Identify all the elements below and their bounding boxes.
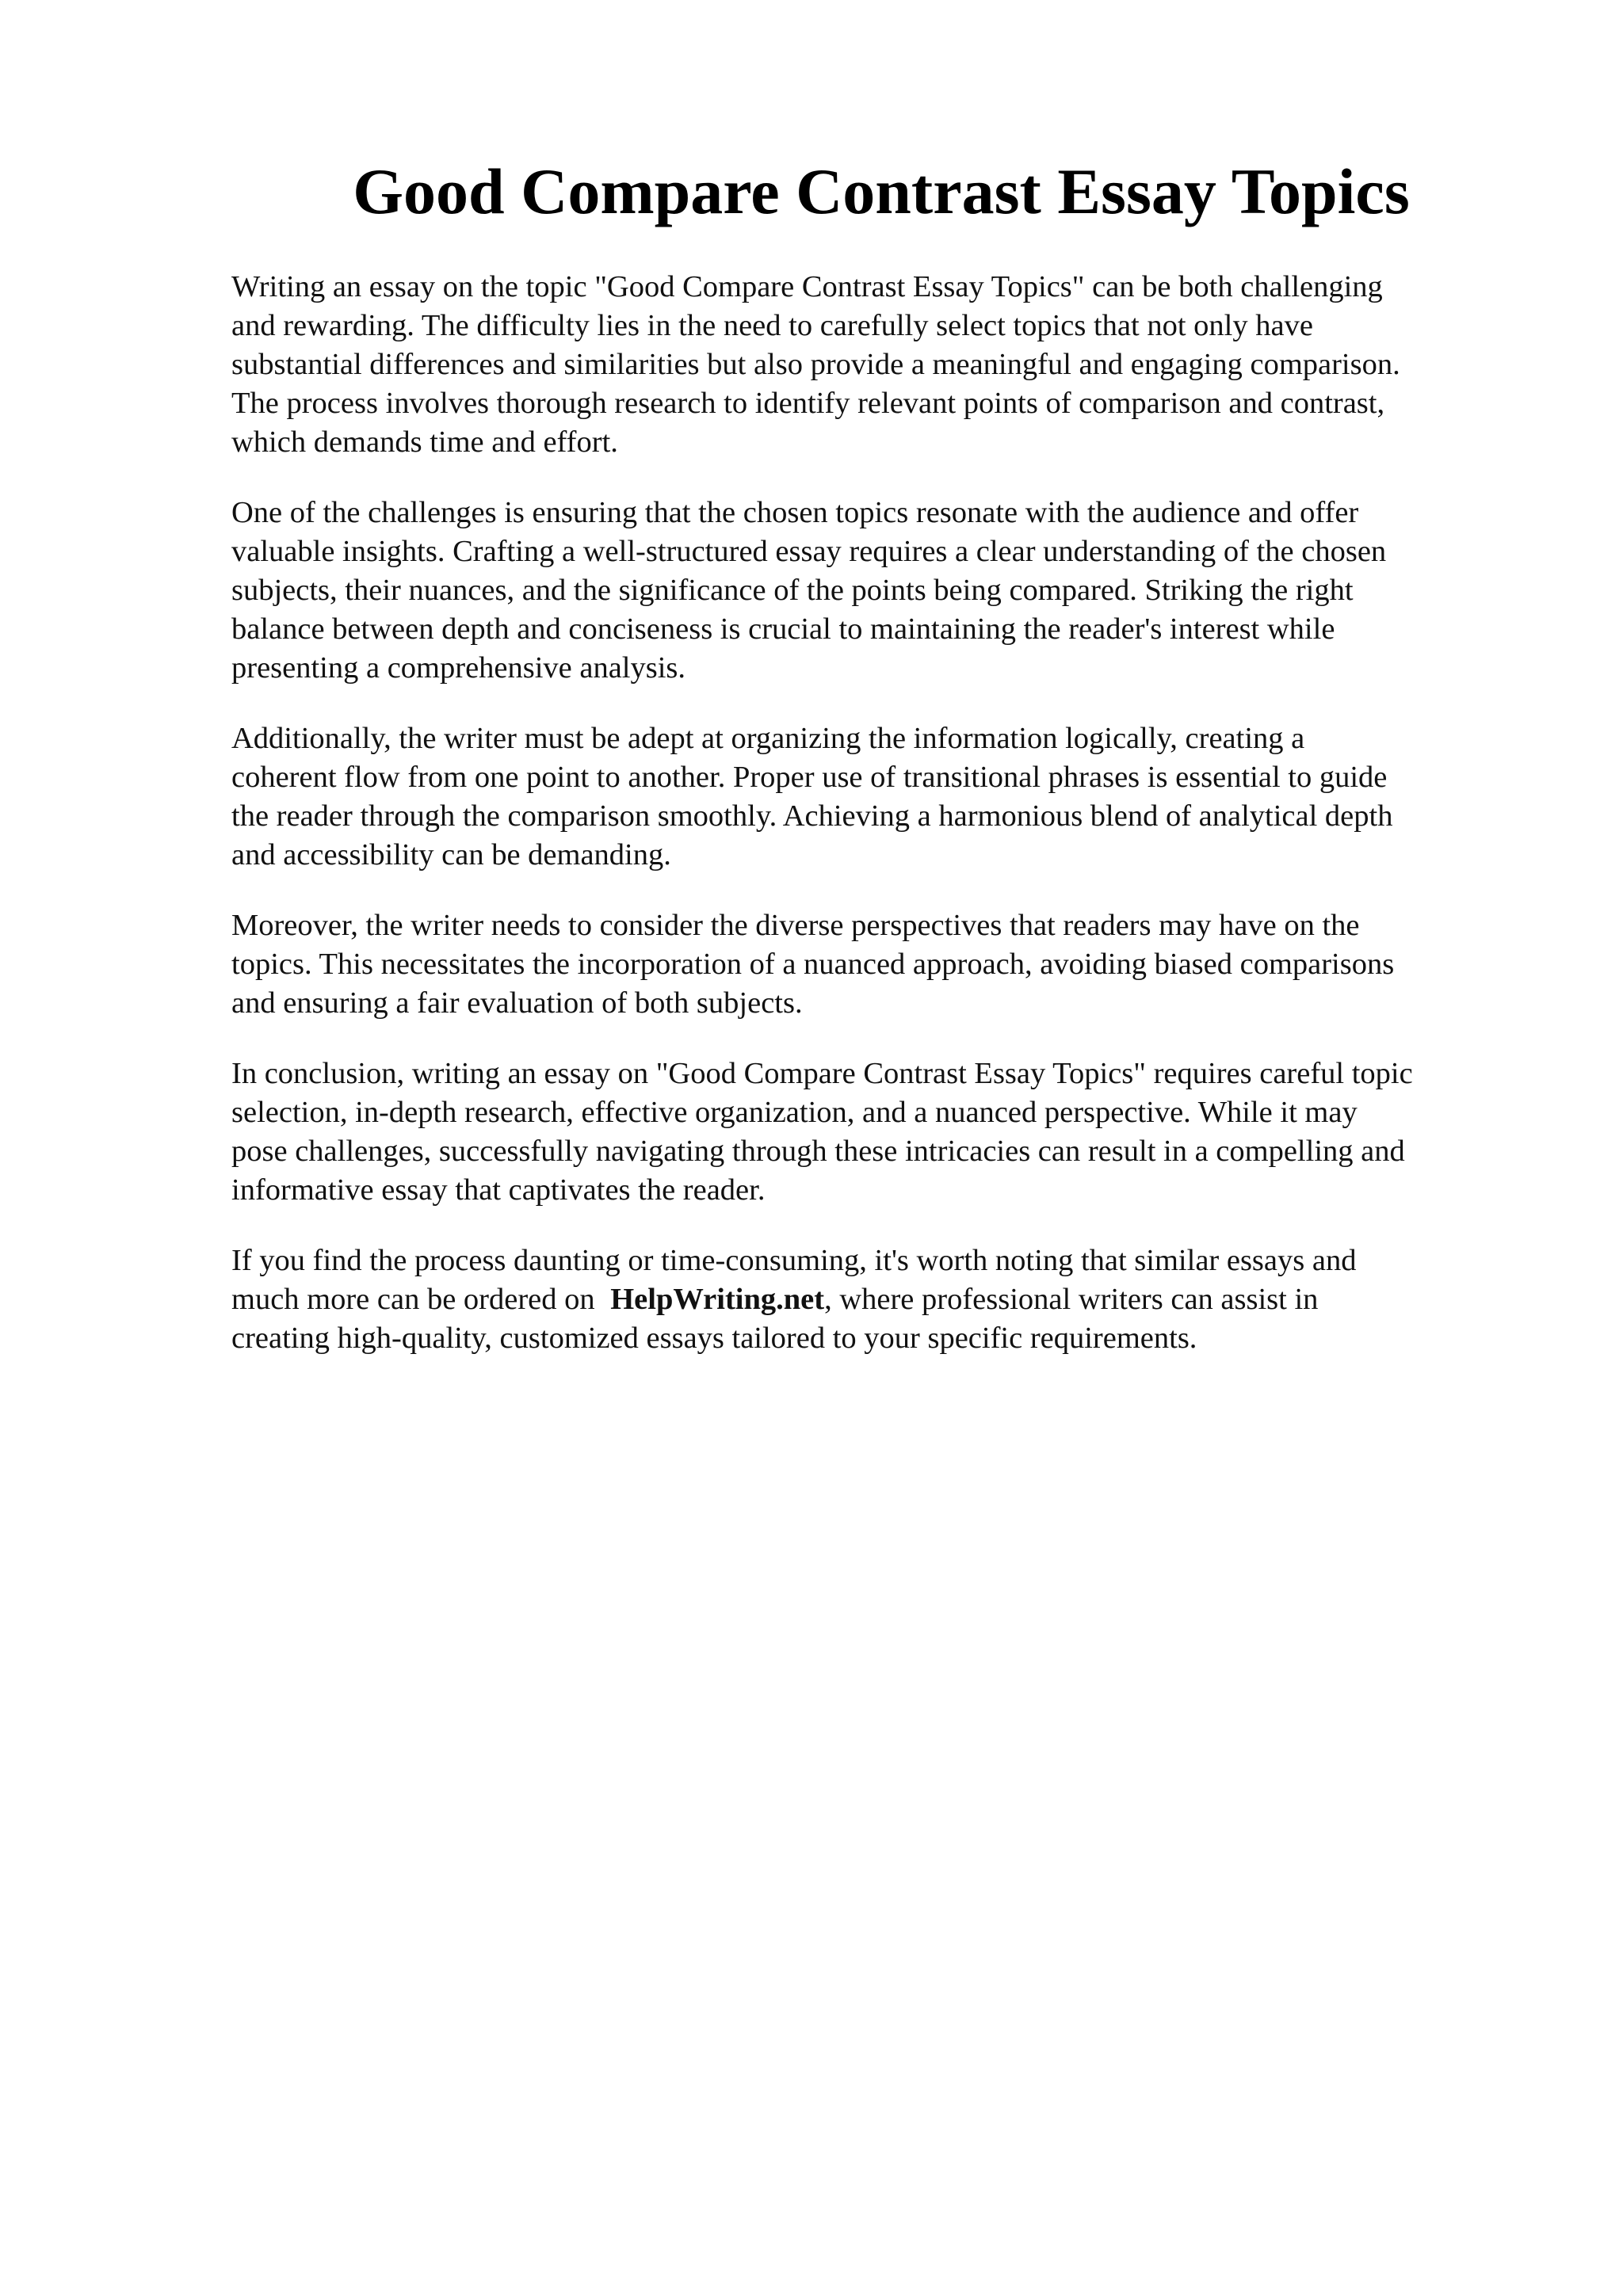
text-line: informative essay that captivates the reader. [231, 1173, 766, 1207]
text-line: Moreover, the writer needs to consider the diverse perspectives that readers may have on the [231, 909, 1360, 942]
text-line: valuable insights. Crafting a well-structured essay requires a clear understanding of the chosen [231, 535, 1387, 568]
text-line: Additionally, the writer must be adept at organizing the information logically, creating a [231, 722, 1305, 755]
paragraph-3 [231, 719, 1515, 875]
paragraph-2 [231, 494, 1515, 688]
text-line: and rewarding. The difficulty lies in the need to carefully select topics that not only have [231, 309, 1313, 342]
text-line: and accessibility can be demanding. [231, 838, 671, 871]
text-line: the reader through the comparison smoothly. Achieving a harmonious blend of analytical depth [231, 799, 1393, 833]
text-line: pose challenges, successfully navigating through these intricacies can result in a compelling and [231, 1135, 1405, 1168]
text-line: and ensuring a fair evaluation of both subjects. [231, 986, 803, 1020]
helpwriting-link[interactable]: HelpWriting.net [610, 1283, 825, 1316]
document-body [231, 268, 1515, 1390]
paragraph-1 [231, 268, 1515, 462]
text-line-with-link [231, 1280, 1515, 1319]
text-line: substantial differences and similarities but also provide a meaningful and engaging comparison. [231, 348, 1400, 381]
text-line: One of the challenges is ensuring that the chosen topics resonate with the audience and offer [231, 496, 1359, 529]
text-line: In conclusion, writing an essay on "Good Compare Contrast Essay Topics" requires careful topic [231, 1057, 1413, 1090]
text-line: coherent flow from one point to another. Proper use of transitional phrases is essential to guide [231, 761, 1388, 794]
text-line: selection, in-depth research, effective organization, and a nuanced perspective. While it may [231, 1096, 1358, 1129]
text-line: which demands time and effort. [231, 425, 618, 459]
text-line: creating high-quality, customized essays tailored to your specific requirements. [231, 1322, 1197, 1355]
text-line: Writing an essay on the topic "Good Compare Contrast Essay Topics" can be both challenging [231, 270, 1383, 303]
page-title: Good Compare Contrast Essay Topics [353, 155, 1410, 227]
text-fragment: , where professional writers can assist in [824, 1283, 1319, 1316]
paragraph-4 [231, 906, 1515, 1023]
text-line: topics. This necessitates the incorporation of a nuanced approach, avoiding biased comparisons [231, 948, 1395, 981]
text-line: The process involves thorough research to identify relevant points of comparison and contrast, [231, 387, 1385, 420]
text-line: presenting a comprehensive analysis. [231, 651, 686, 685]
text-fragment: much more can be ordered on [231, 1283, 595, 1316]
paragraph-5 [231, 1055, 1515, 1210]
text-line: If you find the process daunting or time-consuming, it's worth noting that similar essays and [231, 1244, 1357, 1277]
text-line: subjects, their nuances, and the significance of the points being compared. Striking the right [231, 574, 1354, 607]
closing-paragraph [231, 1241, 1515, 1358]
text-line: balance between depth and conciseness is crucial to maintaining the reader's interest while [231, 612, 1335, 646]
